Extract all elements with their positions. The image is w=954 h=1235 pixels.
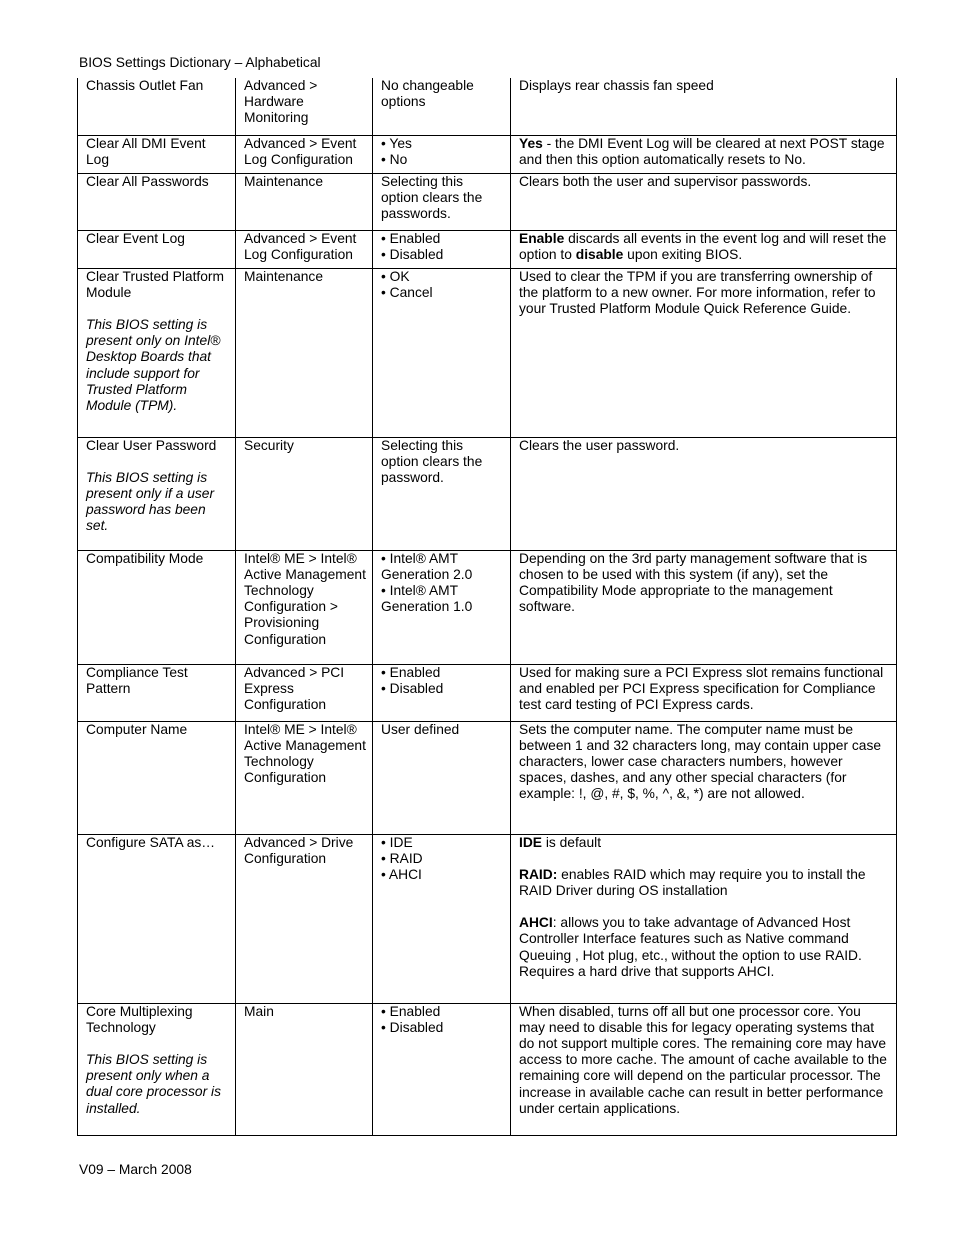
- option-item: Selecting this option clears the passwords.: [381, 173, 483, 221]
- setting-name-cell: [78, 550, 236, 664]
- option-item: • Intel® AMT Generation 1.0: [381, 582, 473, 615]
- menu-path: Advanced > Drive Configuration: [236, 834, 373, 1003]
- description-keyword: AHCI: [519, 915, 553, 931]
- options-cell: [373, 721, 511, 834]
- options-cell: [373, 664, 511, 721]
- table-row: [78, 230, 897, 268]
- description-cell: [511, 721, 897, 834]
- description-cell: [511, 173, 897, 230]
- option-item: • Intel® AMT Generation 2.0: [381, 550, 473, 582]
- option-item: Selecting this option clears the password.: [381, 437, 483, 485]
- option-item: • RAID: [381, 850, 423, 866]
- table-row: [78, 721, 897, 834]
- setting-name-cell: [78, 1003, 236, 1135]
- setting-name-cell: [78, 135, 236, 173]
- option-item: • Enabled: [381, 1003, 441, 1019]
- options-cell: [373, 550, 511, 664]
- setting-name-cell: [78, 173, 236, 230]
- menu-path: Advanced > Event Log Configuration: [236, 230, 373, 268]
- setting-name: Clear All Passwords: [86, 173, 209, 189]
- setting-note: This BIOS setting is present only if a user password has been set.: [86, 469, 215, 534]
- setting-name: Compatibility Mode: [86, 550, 204, 566]
- description-cell: [511, 78, 897, 135]
- description-paragraph: [519, 136, 890, 168]
- setting-name: Clear Event Log: [86, 230, 185, 246]
- setting-name-cell: [78, 230, 236, 268]
- page-header: BIOS Settings Dictionary – Alphabetical: [79, 55, 321, 70]
- setting-name-cell: [78, 437, 236, 550]
- options-cell: [373, 1003, 511, 1135]
- description-text: - the DMI Event Log will be cleared at next POST stage and then this option automatically resets to No.: [519, 135, 885, 167]
- description-keyword: RAID:: [519, 866, 558, 882]
- option-item: • IDE: [381, 834, 413, 850]
- description-keyword: IDE: [519, 834, 542, 850]
- setting-name-cell: [78, 664, 236, 721]
- option-item: • Disabled: [381, 246, 444, 262]
- options-cell: [373, 437, 511, 550]
- settings-table: [77, 78, 897, 1136]
- option-item: User defined: [381, 721, 460, 737]
- options-cell: [373, 834, 511, 1003]
- description-paragraph: [519, 665, 890, 714]
- description-cell: [511, 550, 897, 664]
- description-paragraph: [519, 551, 890, 616]
- description-paragraph: [519, 1004, 890, 1117]
- option-item: • Enabled: [381, 230, 441, 246]
- table-row: [78, 437, 897, 550]
- description-cell: [511, 230, 897, 268]
- setting-name-cell: [78, 834, 236, 1003]
- description-text: Clears the user password.: [519, 437, 680, 453]
- table-row: [78, 78, 897, 135]
- description-paragraph: [519, 438, 890, 454]
- menu-path: Advanced > Event Log Configuration: [236, 135, 373, 173]
- options-cell: [373, 78, 511, 135]
- description-paragraph: [519, 231, 890, 263]
- description-paragraph: [519, 915, 890, 980]
- page-footer: V09 – March 2008: [79, 1162, 192, 1177]
- description-cell: [511, 268, 897, 437]
- setting-name: Core Multiplexing Technology: [86, 1003, 193, 1035]
- options-cell: [373, 230, 511, 268]
- description-keyword: disable: [575, 246, 624, 262]
- menu-path: Maintenance: [236, 268, 373, 437]
- menu-path: Main: [236, 1003, 373, 1135]
- setting-name: Chassis Outlet Fan: [86, 78, 204, 93]
- setting-name-cell: [78, 78, 236, 135]
- menu-path: Intel® ME > Intel® Active Management Technology Configuration > Provisioning Configuration: [236, 550, 373, 664]
- description-cell: [511, 135, 897, 173]
- setting-note: This BIOS setting is present only on Intel® Desktop Boards that include support for Trusted Platform Module (TPM).: [86, 316, 221, 413]
- description-text: Depending on the 3rd party management software that is chosen to be used with this system (if any), set the Compatibility Mode appropriate to the management software.: [519, 550, 868, 615]
- description-cell: [511, 834, 897, 1003]
- description-paragraph: [519, 174, 890, 190]
- setting-note: This BIOS setting is present only when a dual core processor is installed.: [86, 1051, 221, 1116]
- table-row: [78, 173, 897, 230]
- option-item: • Disabled: [381, 680, 444, 696]
- table-row: [78, 664, 897, 721]
- option-item: • OK: [381, 268, 410, 284]
- option-item: • Enabled: [381, 664, 441, 680]
- description-text: Sets the computer name. The computer name must be between 1 and 32 characters long, may contain upper case characters, lower case characters numbers, however spaces, dashes, and any other special characters (for example: !, @, #, $, %, ^, &, *) are not allowed.: [519, 721, 882, 802]
- option-item: • Cancel: [381, 284, 433, 300]
- description-paragraph: [519, 835, 890, 851]
- table-row: [78, 1003, 897, 1135]
- setting-name-cell: [78, 721, 236, 834]
- option-item: • Disabled: [381, 1019, 444, 1035]
- description-keyword: Yes: [519, 135, 543, 151]
- description-text: enables RAID which may require you to install the RAID Driver during OS installation: [519, 866, 866, 898]
- description-paragraph: [519, 867, 890, 899]
- description-text: is default: [542, 834, 602, 850]
- description-paragraph: [519, 269, 890, 318]
- options-cell: [373, 268, 511, 437]
- description-text: Displays rear chassis fan speed: [519, 78, 714, 93]
- setting-name: Clear All DMI Event Log: [86, 135, 206, 167]
- menu-path: Maintenance: [236, 173, 373, 230]
- description-text: Used to clear the TPM if you are transferring ownership of the platform to a new owner. For more information, refer to your Trusted Platform Module Quick Reference Guide.: [519, 268, 876, 316]
- menu-path: Advanced > Hardware Monitoring: [236, 78, 373, 135]
- table-row: [78, 135, 897, 173]
- setting-name-cell: [78, 268, 236, 437]
- description-paragraph: [519, 78, 890, 94]
- option-item: • No: [381, 151, 408, 167]
- setting-name: Clear Trusted Platform Module: [86, 268, 225, 300]
- description-text: discards all events in the event log and will reset the option to: [519, 230, 887, 262]
- option-item: No changeable options: [381, 78, 474, 110]
- description-text: Used for making sure a PCI Express slot remains functional and enabled per PCI Express specification for Compliance test card testing of PCI Express cards.: [519, 664, 884, 712]
- description-cell: [511, 437, 897, 550]
- description-cell: [511, 1003, 897, 1135]
- description-cell: [511, 664, 897, 721]
- description-text: Clears both the user and supervisor passwords.: [519, 173, 812, 189]
- table-row: [78, 550, 897, 664]
- setting-name: Computer Name: [86, 721, 188, 737]
- option-item: • Yes: [381, 135, 412, 151]
- menu-path: Security: [236, 437, 373, 550]
- setting-name: Compliance Test Pattern: [86, 664, 188, 696]
- menu-path: Intel® ME > Intel® Active Management Technology Configuration: [236, 721, 373, 834]
- description-text: upon exiting BIOS.: [623, 246, 743, 262]
- option-item: • AHCI: [381, 866, 422, 882]
- setting-name: Configure SATA as…: [86, 834, 216, 850]
- table-row: [78, 834, 897, 1003]
- description-text: When disabled, turns off all but one processor core. You may need to disable this for legacy operating systems that do not support multiple cores. The remaining core may have access to more cache. The amount of cache available to the remaining core will depend on the particular processor. The increase in available cache can result in better performance under certain applications.: [519, 1003, 887, 1116]
- menu-path: Advanced > PCI Express Configuration: [236, 664, 373, 721]
- description-keyword: Enable: [519, 230, 565, 246]
- table-row: [78, 268, 897, 437]
- setting-name: Clear User Password: [86, 437, 217, 453]
- options-cell: [373, 135, 511, 173]
- description-paragraph: [519, 722, 890, 803]
- description-text: : allows you to take advantage of Advanced Host Controller Interface features such as Native command Queuing , Hot plug, etc., without the option to use RAID. Requires a hard drive that supports AHCI.: [519, 915, 862, 979]
- options-cell: [373, 173, 511, 230]
